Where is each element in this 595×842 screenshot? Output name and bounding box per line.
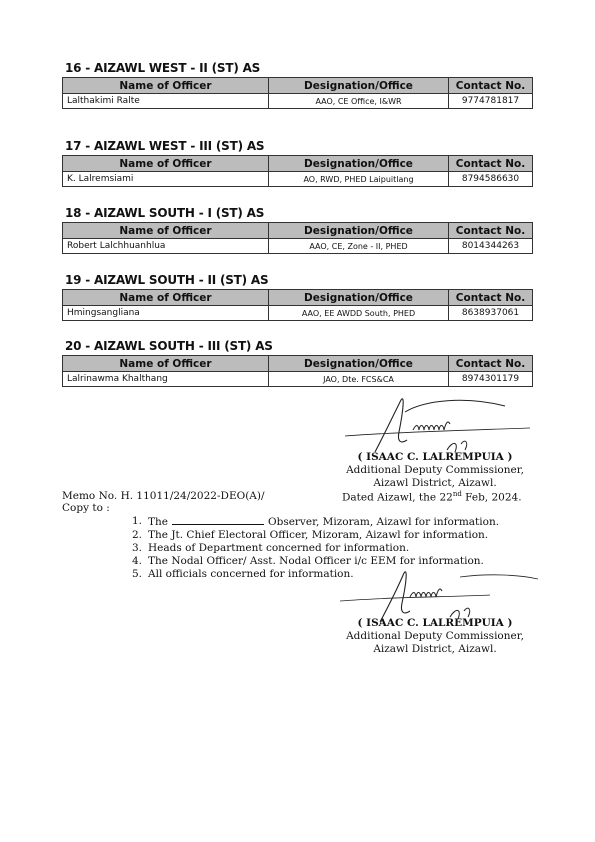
header-name: Name of Officer — [63, 290, 269, 306]
officer-name: K. Lalremsiami — [63, 172, 269, 187]
officer-contact: 8638937061 — [449, 306, 533, 321]
officer-designation: AAO, CE Office, I&WR — [269, 94, 449, 109]
table-header-row — [63, 223, 533, 239]
table-row — [63, 172, 533, 187]
table-row — [63, 372, 533, 387]
date-suffix-sup: nd — [452, 490, 462, 498]
list-text: The Jt. Chief Electoral Officer, Mizoram, Aizawl for information. — [148, 529, 489, 541]
list-number: 5. — [132, 568, 143, 580]
signatory-title: Additional Deputy Commissioner, — [346, 630, 524, 642]
date-prefix: Dated Aizawl, the 22 — [342, 491, 453, 504]
officer-table — [62, 222, 533, 254]
memo-date — [342, 490, 522, 504]
signatory-office: Aizawl District, Aizawl. — [373, 643, 497, 655]
table-header-row — [63, 78, 533, 94]
list-number: 3. — [132, 542, 143, 554]
section-title: 17 - AIZAWL WEST - III (ST) AS — [65, 139, 265, 153]
list-text-post: Observer, Mizoram, Aizawl for information. — [267, 516, 500, 528]
signatory-title: Additional Deputy Commissioner, — [346, 464, 524, 476]
list-number: 1. — [132, 515, 143, 527]
officer-contact: 8014344263 — [449, 239, 533, 254]
officer-name: Lalrinawma Khalthang — [63, 372, 269, 387]
header-designation: Designation/Office — [269, 156, 449, 172]
table-header-row — [63, 356, 533, 372]
header-contact: Contact No. — [449, 78, 533, 94]
officer-designation: JAO, Dte. FCS&CA — [269, 372, 449, 387]
officer-table — [62, 355, 533, 387]
list-text: Heads of Department concerned for information. — [148, 542, 410, 554]
officer-designation: AAO, CE, Zone - II, PHED — [269, 239, 449, 254]
table-row — [63, 239, 533, 254]
header-designation: Designation/Office — [269, 356, 449, 372]
section-19 — [62, 273, 532, 321]
table-header-row — [63, 290, 533, 306]
section-17 — [62, 139, 532, 187]
list-item — [132, 542, 499, 555]
table-row — [63, 306, 533, 321]
table-header-row — [63, 156, 533, 172]
signatory-bottom — [335, 617, 535, 656]
header-designation: Designation/Office — [269, 223, 449, 239]
header-contact: Contact No. — [449, 356, 533, 372]
section-title: 16 - AIZAWL WEST - II (ST) AS — [65, 61, 261, 75]
officer-contact: 8974301179 — [449, 372, 533, 387]
header-contact: Contact No. — [449, 156, 533, 172]
officer-contact: 9774781817 — [449, 94, 533, 109]
section-20 — [62, 339, 532, 387]
officer-contact: 8794586630 — [449, 172, 533, 187]
officer-table — [62, 77, 533, 109]
memo-block — [62, 490, 265, 514]
section-18 — [62, 206, 532, 254]
date-suffix: Feb, 2024. — [461, 491, 522, 504]
signatory-name: ( ISAAC C. LALREMPUIA ) — [357, 617, 513, 629]
table-row — [63, 94, 533, 109]
list-item — [132, 515, 499, 529]
list-number: 4. — [132, 555, 143, 567]
signatory-name: ( ISAAC C. LALREMPUIA ) — [357, 451, 513, 463]
signatory-office: Aizawl District, Aizawl. — [373, 477, 497, 489]
signatory-top — [335, 451, 535, 490]
header-designation: Designation/Office — [269, 78, 449, 94]
list-text: All officials concerned for information. — [148, 568, 354, 580]
header-name: Name of Officer — [63, 156, 269, 172]
blank-line — [172, 515, 264, 525]
copy-to-label: Copy to : — [62, 502, 110, 514]
section-16 — [62, 61, 532, 109]
officer-designation: AAO, EE AWDD South, PHED — [269, 306, 449, 321]
list-text-pre: The — [148, 516, 168, 528]
officer-name: Robert Lalchhuanhlua — [63, 239, 269, 254]
list-number: 2. — [132, 529, 143, 541]
header-designation: Designation/Office — [269, 290, 449, 306]
officer-name: Lalthakimi Ralte — [63, 94, 269, 109]
officer-designation: AO, RWD, PHED Laipuitlang — [269, 172, 449, 187]
header-name: Name of Officer — [63, 223, 269, 239]
section-title: 20 - AIZAWL SOUTH - III (ST) AS — [65, 339, 273, 353]
officer-table — [62, 155, 533, 187]
header-contact: Contact No. — [449, 223, 533, 239]
officer-table — [62, 289, 533, 321]
header-name: Name of Officer — [63, 78, 269, 94]
list-text: The Nodal Officer/ Asst. Nodal Officer i/c EEM for information. — [148, 555, 484, 567]
section-title: 18 - AIZAWL SOUTH - I (ST) AS — [65, 206, 265, 220]
header-name: Name of Officer — [63, 356, 269, 372]
memo-number: Memo No. H. 11011/24/2022-DEO(A)/ — [62, 490, 265, 502]
section-title: 19 - AIZAWL SOUTH - II (ST) AS — [65, 273, 269, 287]
list-item — [132, 529, 499, 542]
officer-name: Hmingsangliana — [63, 306, 269, 321]
header-contact: Contact No. — [449, 290, 533, 306]
